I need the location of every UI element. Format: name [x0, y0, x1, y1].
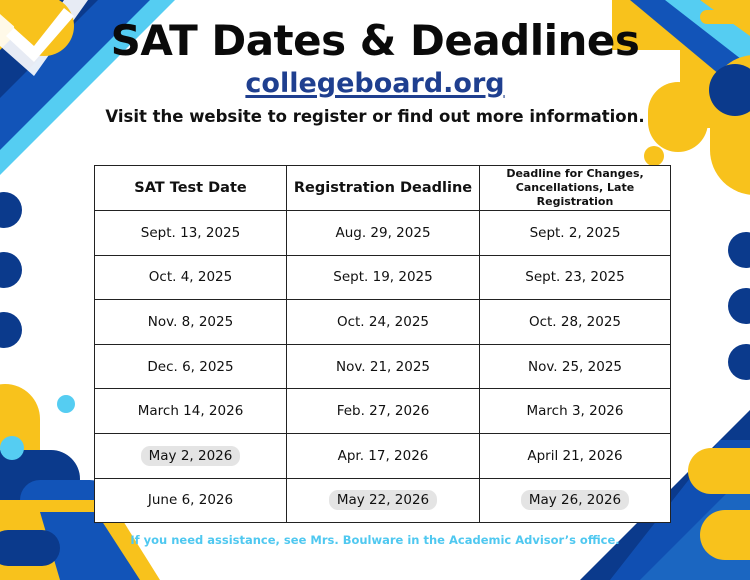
page-title: SAT Dates & Deadlines	[110, 16, 640, 65]
cell-test-date: Oct. 4, 2025	[95, 255, 287, 300]
sat-schedule-table	[94, 165, 671, 523]
cell-test-date: Nov. 8, 2025	[95, 300, 287, 345]
table-row	[95, 389, 671, 434]
cell-test-date	[95, 433, 287, 478]
table-row	[95, 255, 671, 300]
table-row	[95, 433, 671, 478]
highlighted-date: May 22, 2026	[329, 490, 437, 510]
table-header-row	[95, 166, 671, 211]
table-row	[95, 300, 671, 345]
cell-test-date: March 14, 2026	[95, 389, 287, 434]
cell-registration: Feb. 27, 2026	[287, 389, 480, 434]
table-row	[95, 211, 671, 256]
header-changes-line2: Cancellations, Late Registration	[515, 181, 635, 208]
cell-registration: Oct. 24, 2025	[287, 300, 480, 345]
cell-changes: Nov. 25, 2025	[480, 344, 671, 389]
cell-test-date: June 6, 2026	[95, 478, 287, 523]
cell-registration	[287, 478, 480, 523]
cell-test-date: Dec. 6, 2025	[95, 344, 287, 389]
header-registration-deadline: Registration Deadline	[287, 166, 480, 211]
cell-changes: March 3, 2026	[480, 389, 671, 434]
assistance-note: If you need assistance, see Mrs. Boulware in the Academic Advisor’s office.	[130, 533, 620, 547]
cell-registration: Sept. 19, 2025	[287, 255, 480, 300]
cell-changes: April 21, 2026	[480, 433, 671, 478]
website-link[interactable]: collegeboard.org	[245, 68, 505, 99]
highlighted-date: May 26, 2026	[521, 490, 629, 510]
cell-registration: Aug. 29, 2025	[287, 211, 480, 256]
cell-registration: Nov. 21, 2025	[287, 344, 480, 389]
cell-changes: Oct. 28, 2025	[480, 300, 671, 345]
cell-changes	[480, 478, 671, 523]
header-test-date: SAT Test Date	[95, 166, 287, 211]
cell-registration: Apr. 17, 2026	[287, 433, 480, 478]
cell-changes: Sept. 2, 2025	[480, 211, 671, 256]
subtitle: Visit the website to register or find out more information.	[105, 107, 645, 126]
table-row	[95, 478, 671, 523]
highlighted-date: May 2, 2026	[141, 446, 241, 466]
cell-changes: Sept. 23, 2025	[480, 255, 671, 300]
cell-test-date: Sept. 13, 2025	[95, 211, 287, 256]
header-changes-line1: Deadline for Changes,	[506, 167, 644, 180]
table-row	[95, 344, 671, 389]
header-changes-deadline	[480, 166, 671, 211]
